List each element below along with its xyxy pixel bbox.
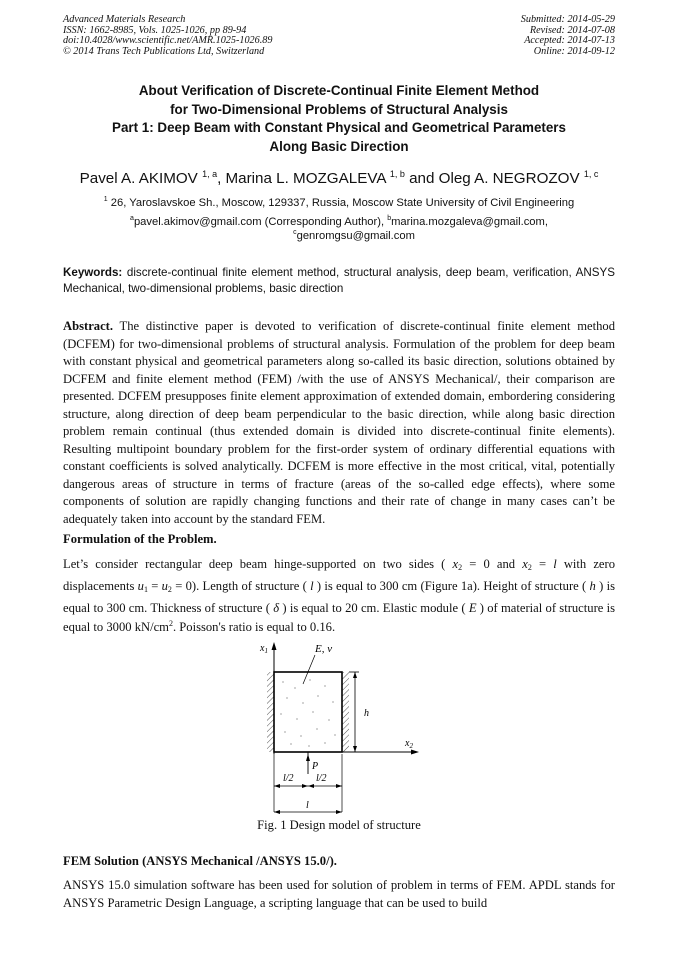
- math-subscript: 2: [527, 563, 532, 572]
- dates-header: [521, 15, 615, 57]
- math-symbol: x: [452, 557, 459, 571]
- load-arrow: [306, 754, 310, 761]
- x2-arrow: [411, 750, 419, 755]
- math-run: = 0: [171, 579, 192, 594]
- math-run: =: [531, 557, 554, 571]
- journal-doi: doi:10.4028/www.scientific.net/AMR.1025-1026.89: [63, 35, 273, 47]
- text-run: Let’s consider rectangular deep beam hinge-supported on two sides (: [63, 557, 446, 571]
- text-run: ) is equal to 20 cm. Elastic module (: [282, 601, 466, 616]
- h-dim-arrow-top: [353, 672, 357, 678]
- email-a-marker: a: [130, 214, 134, 222]
- date-revised: Revised: 2014-07-08: [529, 24, 615, 36]
- x1-axis-label: $x_1$: [260, 643, 268, 655]
- math-run: =: [147, 579, 162, 594]
- math-symbol: l: [310, 579, 314, 594]
- title-line-2: for Two-Dimensional Problems of Structural Analysis: [170, 101, 508, 117]
- author-2: Marina L. MOZGALEVA: [225, 170, 386, 187]
- half-left-label: l/2: [283, 773, 294, 784]
- section-heading-fem: FEM Solution (ANSYS Mechanical /ANSYS 15.0/).: [63, 854, 337, 868]
- text-run: ) is equal to 300 cm (Figure 1a). Height of structure (: [316, 579, 587, 594]
- author-sep-2: and: [404, 170, 439, 187]
- affiliation-address: [30, 196, 648, 211]
- date-accepted: Accepted: 2014-07-13: [524, 35, 615, 47]
- text-run: ) is equal to 300 cm. Thickness of structure (: [63, 579, 616, 616]
- formulation-paragraph: [63, 555, 615, 636]
- text-run: ) of material of structure is equal to 3000 kN/cm: [63, 601, 616, 634]
- author-1-affil: 1, a: [202, 169, 218, 179]
- keywords-text: discrete-continual finite element method, structural analysis, deep beam, verification, ANSYS Mechanical, two-dimensional problems, basic direction: [63, 266, 615, 295]
- half-dim-arrow-1: [274, 784, 280, 788]
- journal-copyright: © 2014 Trans Tech Publications Ltd, Switzerland: [63, 45, 265, 57]
- design-model-figure: [255, 636, 425, 818]
- keywords-block: [63, 265, 615, 297]
- journal-name: Advanced Materials Research: [63, 14, 186, 25]
- length-dim-arrow-left: [274, 810, 280, 814]
- keywords-label: Keywords:: [63, 266, 123, 279]
- affiliation-number: 1: [103, 196, 108, 203]
- math-symbol: E: [468, 601, 477, 616]
- length-label: l: [306, 800, 309, 811]
- figure-caption: Fig. 1 Design model of structure: [257, 818, 421, 832]
- math-symbol: x: [522, 557, 528, 571]
- half-dim-arrow-3: [308, 784, 314, 788]
- title-line-4: Along Basic Direction: [269, 138, 409, 154]
- left-support: [267, 672, 274, 752]
- author-list: [30, 170, 648, 188]
- h-dim-label: h: [364, 708, 369, 719]
- date-online: Online: 2014-09-12: [533, 45, 615, 57]
- half-dim-arrow-4: [336, 784, 342, 788]
- title-line-1: About Verification of Discrete-Continual Finite Element Method: [138, 83, 540, 98]
- math-subscript: 2: [167, 585, 172, 595]
- length-dim-arrow-right: [336, 810, 342, 814]
- paper-title: [40, 82, 638, 156]
- text-run: with zero displacements: [63, 557, 616, 594]
- right-support: [342, 672, 349, 752]
- math-symbol: u: [161, 579, 168, 594]
- half-right-label: l/2: [316, 773, 327, 784]
- fem-paragraph: ANSYS 15.0 simulation software has been used for solution of problem in terms of FEM. APDL stands for ANSYS Parametric Design Language, a scripting language that can be used to build: [63, 878, 615, 911]
- title-line-3: Part 1: Deep Beam with Constant Physical and Geometrical Parameters: [112, 120, 566, 136]
- emails-line-2: [60, 229, 648, 244]
- affiliations: [30, 196, 648, 244]
- email-b: marina.mozgaleva@gmail.com,: [391, 215, 548, 228]
- author-sep-1: ,: [217, 170, 226, 187]
- text-run: and: [489, 557, 523, 571]
- abstract-paragraph: [63, 318, 615, 528]
- emails-line-1: [30, 215, 648, 230]
- beam-body: [274, 672, 342, 752]
- journal-header: [63, 15, 272, 57]
- author-1: Pavel A. AKIMOV: [79, 170, 198, 187]
- author-2-affil: 1, b: [389, 169, 405, 179]
- date-submitted: Submitted: 2014-05-29: [520, 14, 615, 25]
- abstract-text: The distinctive paper is devoted to verification of discrete-continual finite element method (DCFEM) for two-dimensional problems of structural analysis. Formulation of the problem for deep beam with constant physical and geometrical parameters along so-called its basic direction, solutions obtained by DCFEM and finite element method (FEM) /with the use of ANSYS Mechanical/, their comparison are presented. DCFEM presupposes finite element approximation of extended domain, embordering considering structure, along direction of deep beam perpendicular to the basic direction, while along basic direction problem remain continual (thus extended domain is divided into discrete-continual finite elements). Resulting multipoint boundary problem for the first-order system of ordinary differential equations with constant coefficients is solved analytically. DCFEM is more effective in the most critical, vital, potentially dangerous areas of structure in terms of fracture (areas of the so-called edge effects), where some components of solution are rapidly changing functions and their rate of change in many cases can’t be adequately taken into account by the standard FEM.: [63, 319, 615, 526]
- load-label: P: [312, 761, 319, 772]
- email-b-marker: b: [387, 214, 392, 222]
- math-symbol: u: [137, 579, 144, 594]
- text-run: ). Length of structure (: [191, 579, 307, 594]
- affiliation-text: 26, Yaroslavskoe Sh., Moscow, 129337, Russia, Moscow State University of Civil Engineering: [107, 197, 575, 209]
- email-c: genromgsu@gmail.com: [296, 230, 415, 243]
- half-dim-arrow-2: [302, 784, 308, 788]
- author-3: Oleg A. NEGROZOV: [438, 170, 580, 187]
- author-3-affil: 1, c: [583, 169, 599, 179]
- math-subscript: 2: [458, 563, 463, 572]
- x2-axis-label: $x_2$: [405, 738, 413, 750]
- math-run: = 0: [462, 557, 490, 571]
- math-subscript: 1: [143, 585, 148, 595]
- abstract-label: Abstract.: [63, 319, 114, 333]
- section-heading-formulation: Formulation of the Problem.: [63, 532, 217, 546]
- email-c-marker: c: [293, 229, 297, 237]
- x1-arrow: [272, 642, 277, 650]
- math-symbol: l: [553, 557, 557, 571]
- text-run: . Poisson's ratio is equal to 0.16.: [172, 619, 336, 634]
- h-dim-arrow-bottom: [353, 746, 357, 752]
- superscript: 2: [168, 618, 173, 628]
- material-label: E, ν: [315, 643, 333, 655]
- math-symbol: h: [589, 579, 596, 594]
- email-a: pavel.akimov@gmail.com (Corresponding Author),: [133, 215, 388, 228]
- math-symbol: δ: [273, 601, 280, 616]
- journal-issn: ISSN: 1662-8985, Vols. 1025-1026, pp 89-94: [63, 24, 247, 36]
